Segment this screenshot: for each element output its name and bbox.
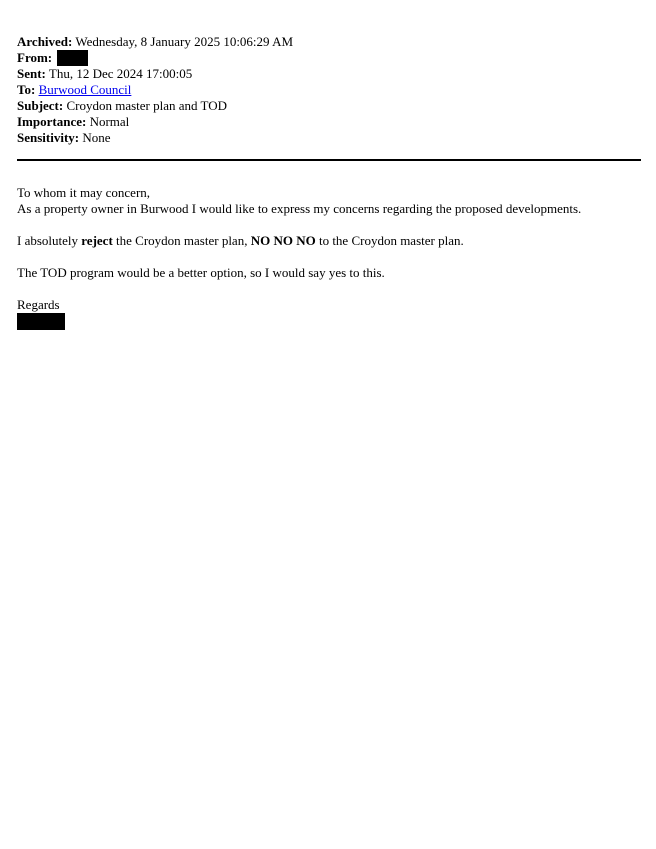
closing-text: Regards <box>17 297 60 312</box>
concern-text: As a property owner in Burwood I would like to express my concerns regarding the proposed developments. <box>17 201 582 216</box>
archived-row <box>17 34 641 50</box>
sensitivity-row <box>17 130 641 146</box>
archived-value: Wednesday, 8 January 2025 10:06:29 AM <box>75 34 294 49</box>
sensitivity-value: None <box>82 130 111 145</box>
to-label: To: <box>17 82 36 97</box>
archived-label: Archived: <box>17 34 73 49</box>
from-redaction <box>57 50 88 66</box>
to-recipient-link[interactable]: Burwood Council <box>38 82 132 97</box>
sensitivity-label: Sensitivity: <box>17 130 80 145</box>
reject-mid: the Croydon master plan, <box>116 233 251 248</box>
sent-row <box>17 66 641 82</box>
reject-statement <box>17 233 641 249</box>
importance-value: Normal <box>89 114 130 129</box>
email-printout <box>17 34 641 330</box>
sent-label: Sent: <box>17 66 46 81</box>
from-label: From: <box>17 50 53 65</box>
subject-label: Subject: <box>17 98 64 113</box>
reject-word: reject <box>81 233 113 248</box>
to-row <box>17 82 641 98</box>
greeting-text: To whom it may concern, <box>17 185 151 200</box>
signature-redaction <box>17 313 65 330</box>
message-body <box>17 185 641 330</box>
subject-row <box>17 98 641 114</box>
reject-pre: I absolutely <box>17 233 82 248</box>
subject-value: Croydon master plan and TOD <box>66 98 228 113</box>
from-row <box>17 50 641 66</box>
reject-post: to the Croydon master plan. <box>318 233 464 248</box>
header-divider <box>17 159 641 161</box>
tod-statement: The TOD program would be a better option, so I would say yes to this. <box>17 265 385 280</box>
no-no-no: NO NO NO <box>250 233 316 248</box>
importance-label: Importance: <box>17 114 87 129</box>
importance-row <box>17 114 641 130</box>
sent-value: Thu, 12 Dec 2024 17:00:05 <box>48 66 193 81</box>
